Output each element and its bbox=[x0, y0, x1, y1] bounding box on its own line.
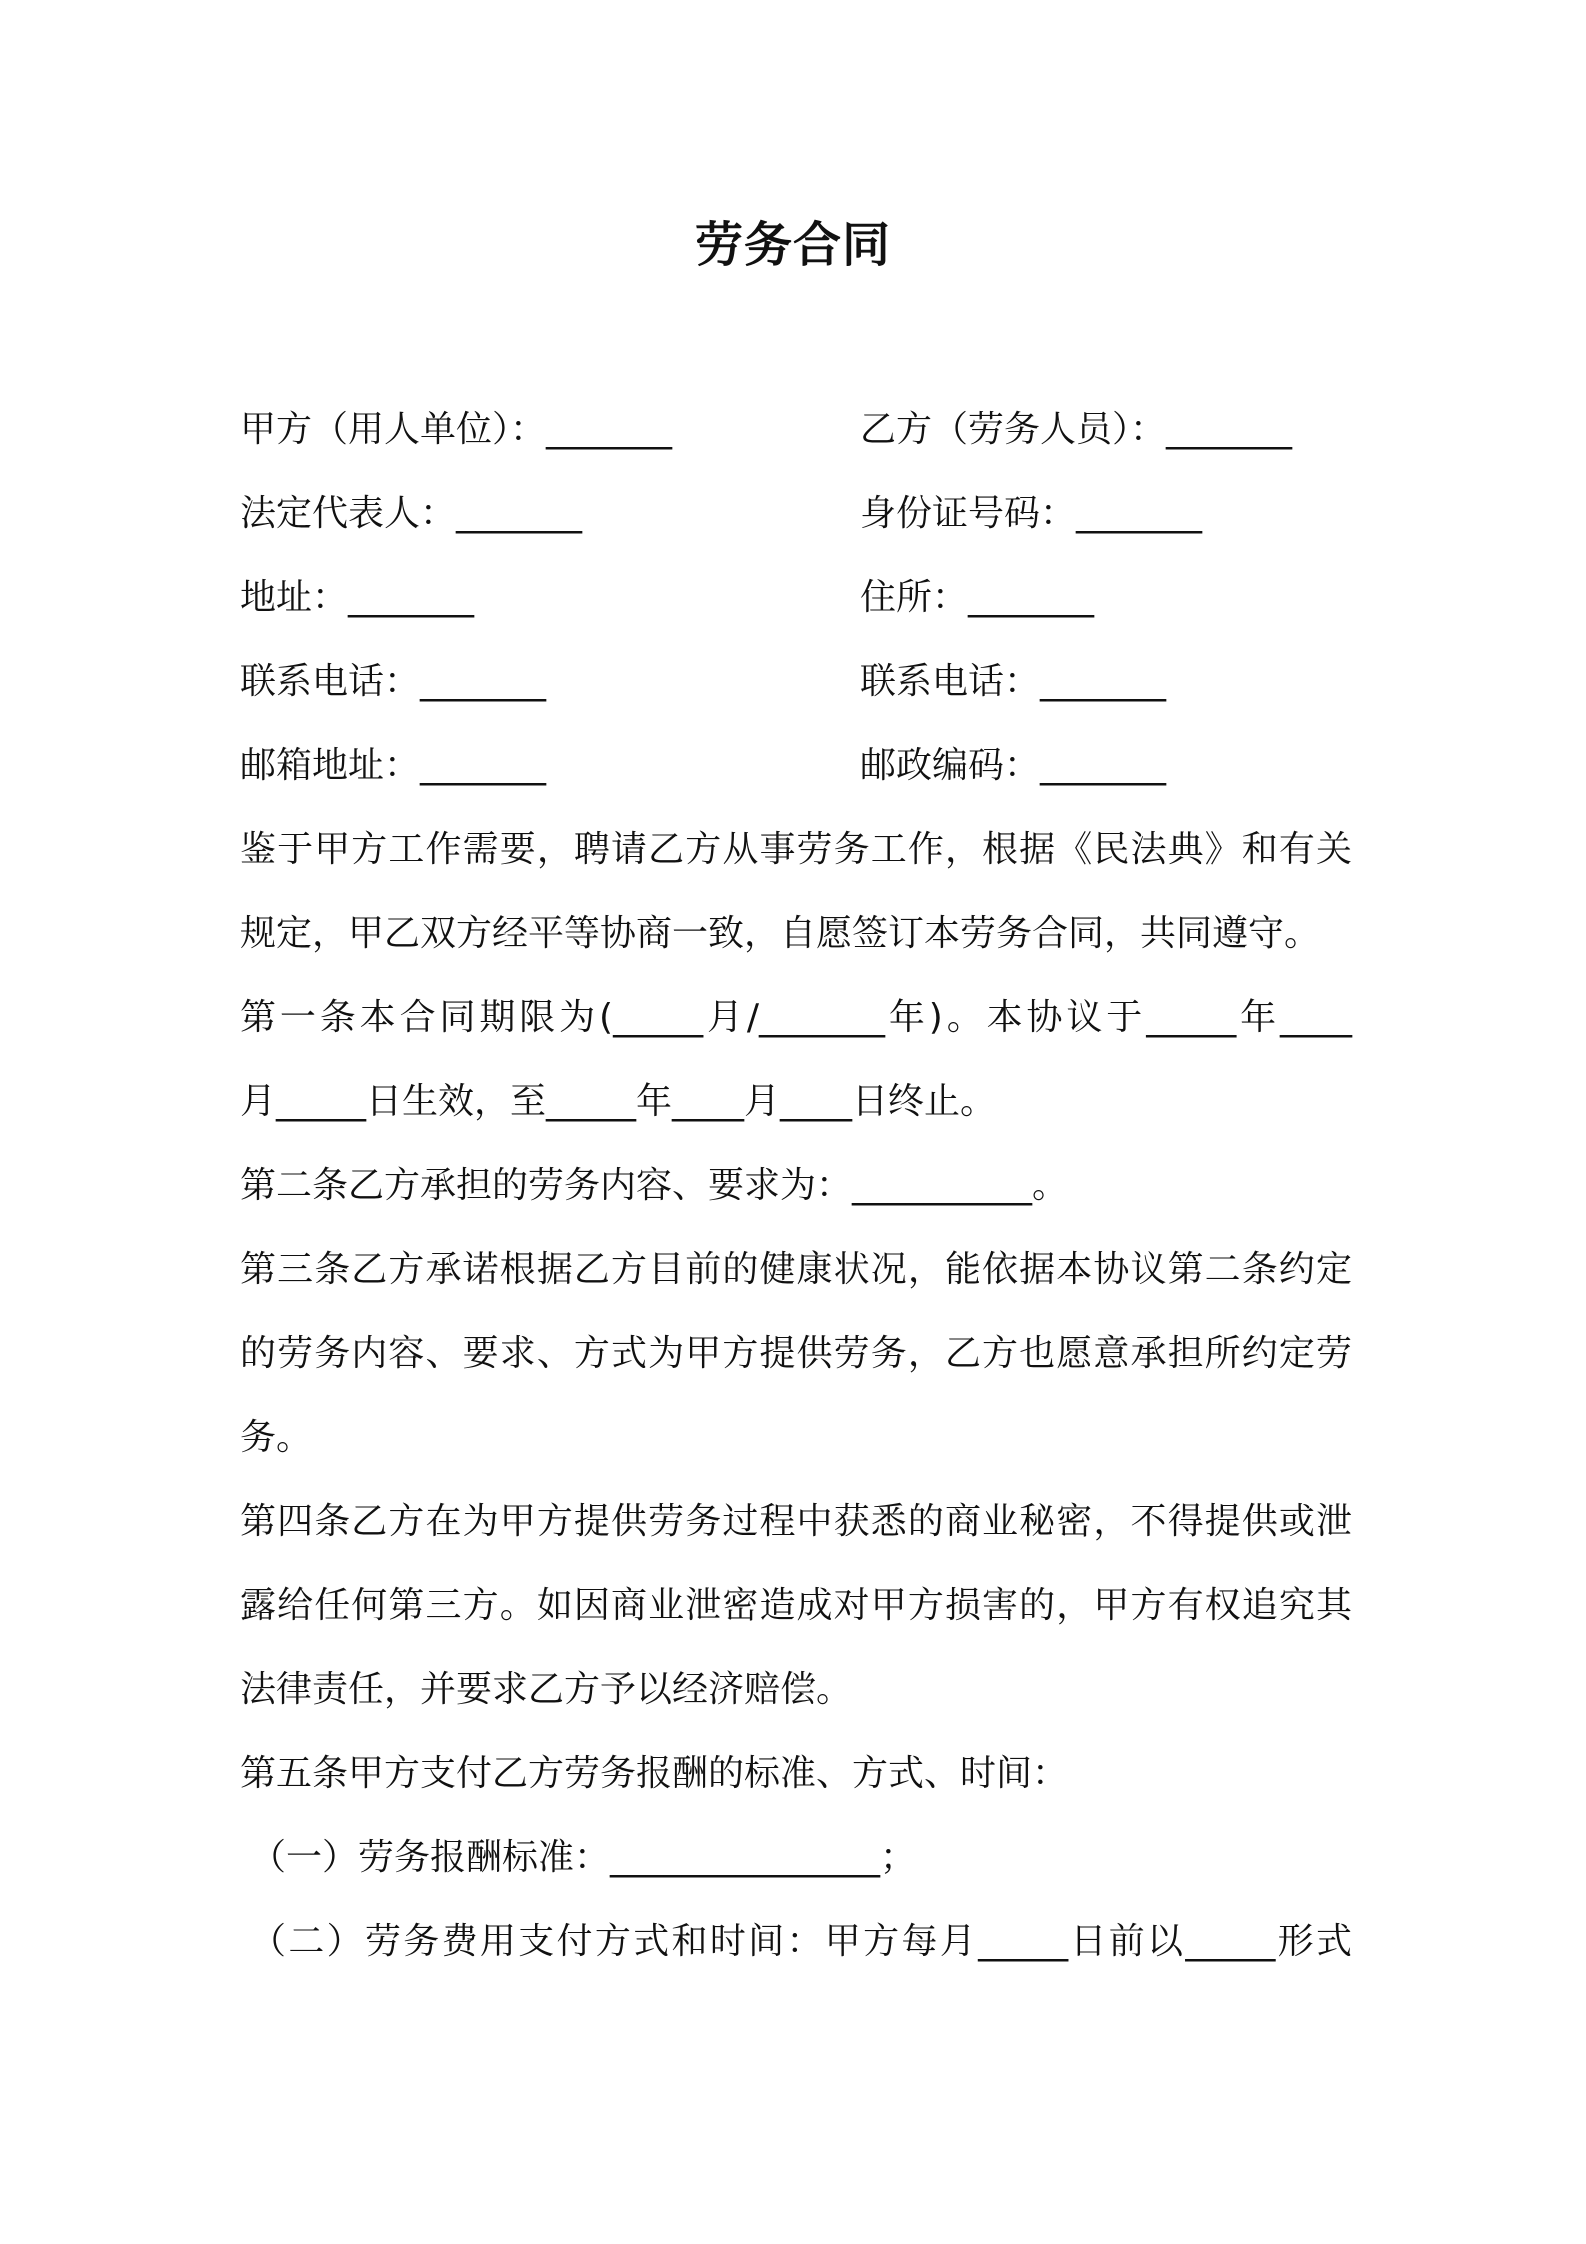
party-b-phone-field: 联系电话：_______ bbox=[860, 661, 1167, 702]
party-row bbox=[240, 556, 1350, 640]
party-a-phone-field: 联系电话：_______ bbox=[240, 661, 547, 702]
article-5-line: 第五条甲方支付乙方劳务报酬的标准、方式、时间： bbox=[240, 1753, 1069, 1794]
article-5-item: （一）劳务报酬标准：_______________； bbox=[250, 1837, 917, 1878]
residence-field: 住所：_______ bbox=[860, 577, 1095, 618]
party-row bbox=[240, 640, 1350, 724]
article-4-line: 法律责任，并要求乙方予以经济赔偿。 bbox=[240, 1669, 853, 1710]
article-2-line: 第二条乙方承担的劳务内容、要求为：__________。 bbox=[240, 1165, 1069, 1206]
article-5-item: （二）劳务费用支付方式和时间：甲方每月_____日前以_____形式 bbox=[250, 1921, 1352, 1962]
party-row bbox=[240, 388, 1350, 472]
preamble-line: 鉴于甲方工作需要，聘请乙方从事劳务工作，根据《民法典》和有关 bbox=[240, 829, 1352, 870]
party-b-worker-field: 乙方（劳务人员）：_______ bbox=[860, 409, 1293, 450]
article-3-line: 第三条乙方承诺根据乙方目前的健康状况，能依据本协议第二条约定 bbox=[240, 1249, 1352, 1290]
legal-representative-field: 法定代表人：_______ bbox=[240, 493, 583, 534]
party-a-employer-field: 甲方（用人单位）：_______ bbox=[240, 409, 673, 450]
article-3-line: 的劳务内容、要求、方式为甲方提供劳务，乙方也愿意承担所约定劳 bbox=[240, 1333, 1352, 1374]
article-1-line: 月_____日生效，至_____年____月____日终止。 bbox=[240, 1081, 997, 1122]
article-3-line: 务。 bbox=[240, 1417, 313, 1458]
article-4-line: 第四条乙方在为甲方提供劳务过程中获悉的商业秘密，不得提供或泄 bbox=[240, 1501, 1352, 1542]
article-4-line: 露给任何第三方。如因商业泄密造成对甲方损害的，甲方有权追究其 bbox=[240, 1585, 1352, 1626]
document-title: 劳务合同 bbox=[694, 217, 891, 273]
article-1-line: 第一条本合同期限为(_____月/_______年)。本协议于_____年____ bbox=[240, 997, 1352, 1038]
id-number-field: 身份证号码：_______ bbox=[860, 493, 1203, 534]
party-row bbox=[240, 472, 1350, 556]
party-row bbox=[240, 724, 1350, 808]
preamble-line: 规定，甲乙双方经平等协商一致，自愿签订本劳务合同，共同遵守。 bbox=[240, 913, 1321, 954]
address-field: 地址：_______ bbox=[240, 577, 475, 618]
email-address-field: 邮箱地址：_______ bbox=[240, 745, 547, 786]
postal-code-field: 邮政编码：_______ bbox=[860, 745, 1167, 786]
